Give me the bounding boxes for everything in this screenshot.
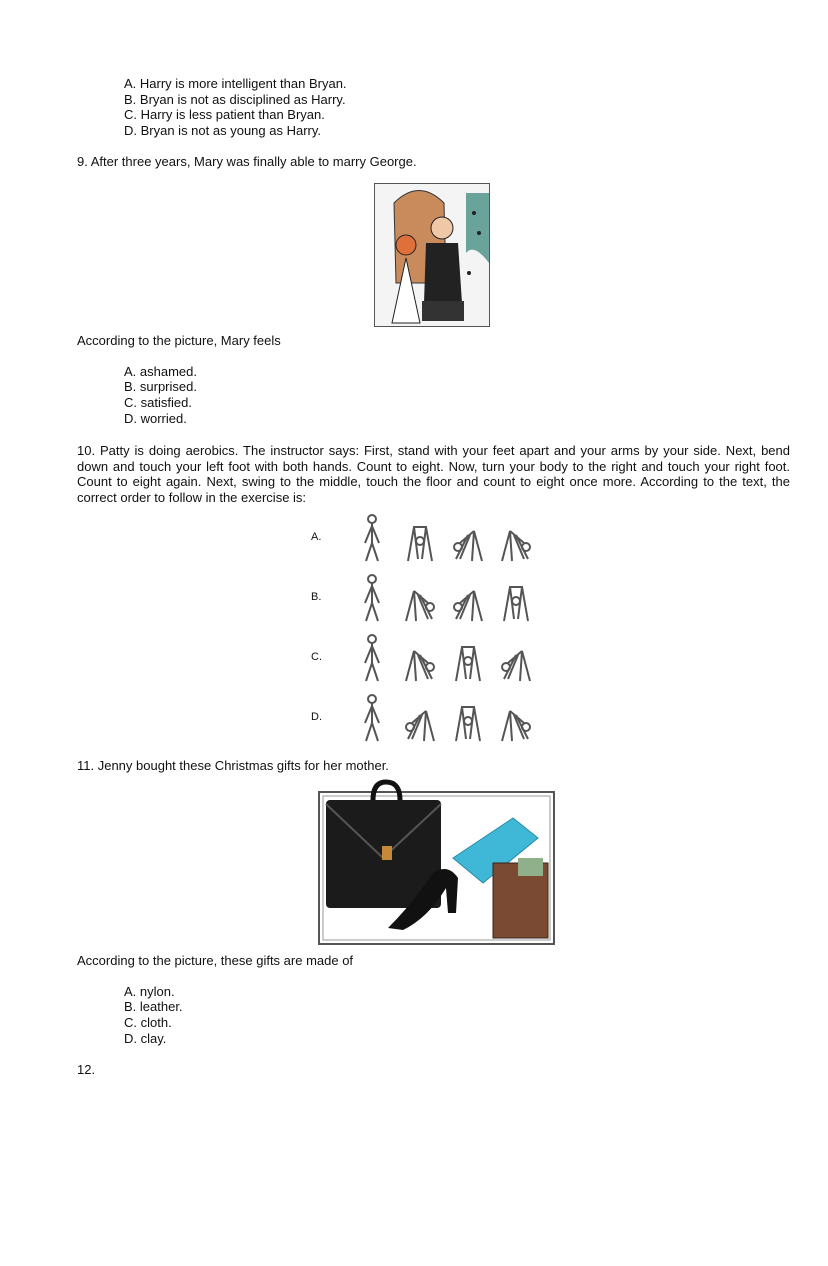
aerobics-pose-stand-icon	[352, 693, 392, 743]
q9-prompt: According to the picture, Mary feels	[77, 333, 281, 348]
q11-option-a: A. nylon.	[124, 984, 175, 999]
q11-prompt: According to the picture, these gifts are made of	[77, 953, 354, 968]
aerobics-pose-stand-icon	[352, 513, 392, 563]
aerobics-pose-middle-icon	[400, 513, 440, 563]
aerobics-pose-middle-icon	[496, 573, 536, 623]
aerobics-pose-left-icon	[448, 573, 488, 623]
aerobics-pose-left-icon	[400, 693, 440, 743]
q8-option-a: A. Harry is more intelligent than Bryan.	[124, 76, 347, 91]
q9-question: 9. After three years, Mary was finally able to marry George.	[77, 154, 417, 169]
aerobics-pose-left-icon	[448, 513, 488, 563]
aerobics-pose-right-icon	[400, 573, 440, 623]
q10-option-label: A.	[311, 531, 322, 543]
wedding-picture	[374, 183, 490, 327]
q9-option-d: D. worried.	[124, 411, 187, 426]
aerobics-pose-left-icon	[496, 633, 536, 683]
q9-option-a: A. ashamed.	[124, 364, 197, 379]
q10-option-label: D.	[311, 711, 322, 723]
q9-option-b: B. surprised.	[124, 379, 197, 394]
q8-option-d: D. Bryan is not as young as Harry.	[124, 123, 322, 138]
q10-option-label: B.	[311, 591, 322, 603]
q10-question: 10. Patty is doing aerobics. The instructor says: First, stand with your feet apart and your arms by your side. Next, bend down and touch your left foot with both hands. Count to eight. Now, turn your body to the right and touch your right foot. Count to eight again. Next, swing to the middle, touch the floor and count to eight once more. According to the text, the correct order to follow in the exercise is:	[77, 443, 790, 506]
aerobics-pose-right-icon	[400, 633, 440, 683]
q12-number: 12.	[77, 1062, 96, 1077]
q11-question: 11. Jenny bought these Christmas gifts for her mother.	[77, 758, 389, 773]
q8-option-c: C. Harry is less patient than Bryan.	[124, 107, 325, 122]
q10-option-label: C.	[311, 651, 322, 663]
q9-option-c: C. satisfied.	[124, 395, 192, 410]
aerobics-pose-middle-icon	[448, 693, 488, 743]
aerobics-pose-middle-icon	[448, 633, 488, 683]
aerobics-pose-right-icon	[496, 513, 536, 563]
q11-option-c: C. cloth.	[124, 1015, 172, 1030]
gifts-picture	[318, 778, 556, 946]
q11-option-b: B. leather.	[124, 999, 183, 1014]
aerobics-pose-stand-icon	[352, 633, 392, 683]
q8-option-b: B. Bryan is not as disciplined as Harry.	[124, 92, 346, 107]
q11-option-d: D. clay.	[124, 1031, 167, 1046]
aerobics-pose-right-icon	[496, 693, 536, 743]
aerobics-pose-stand-icon	[352, 573, 392, 623]
